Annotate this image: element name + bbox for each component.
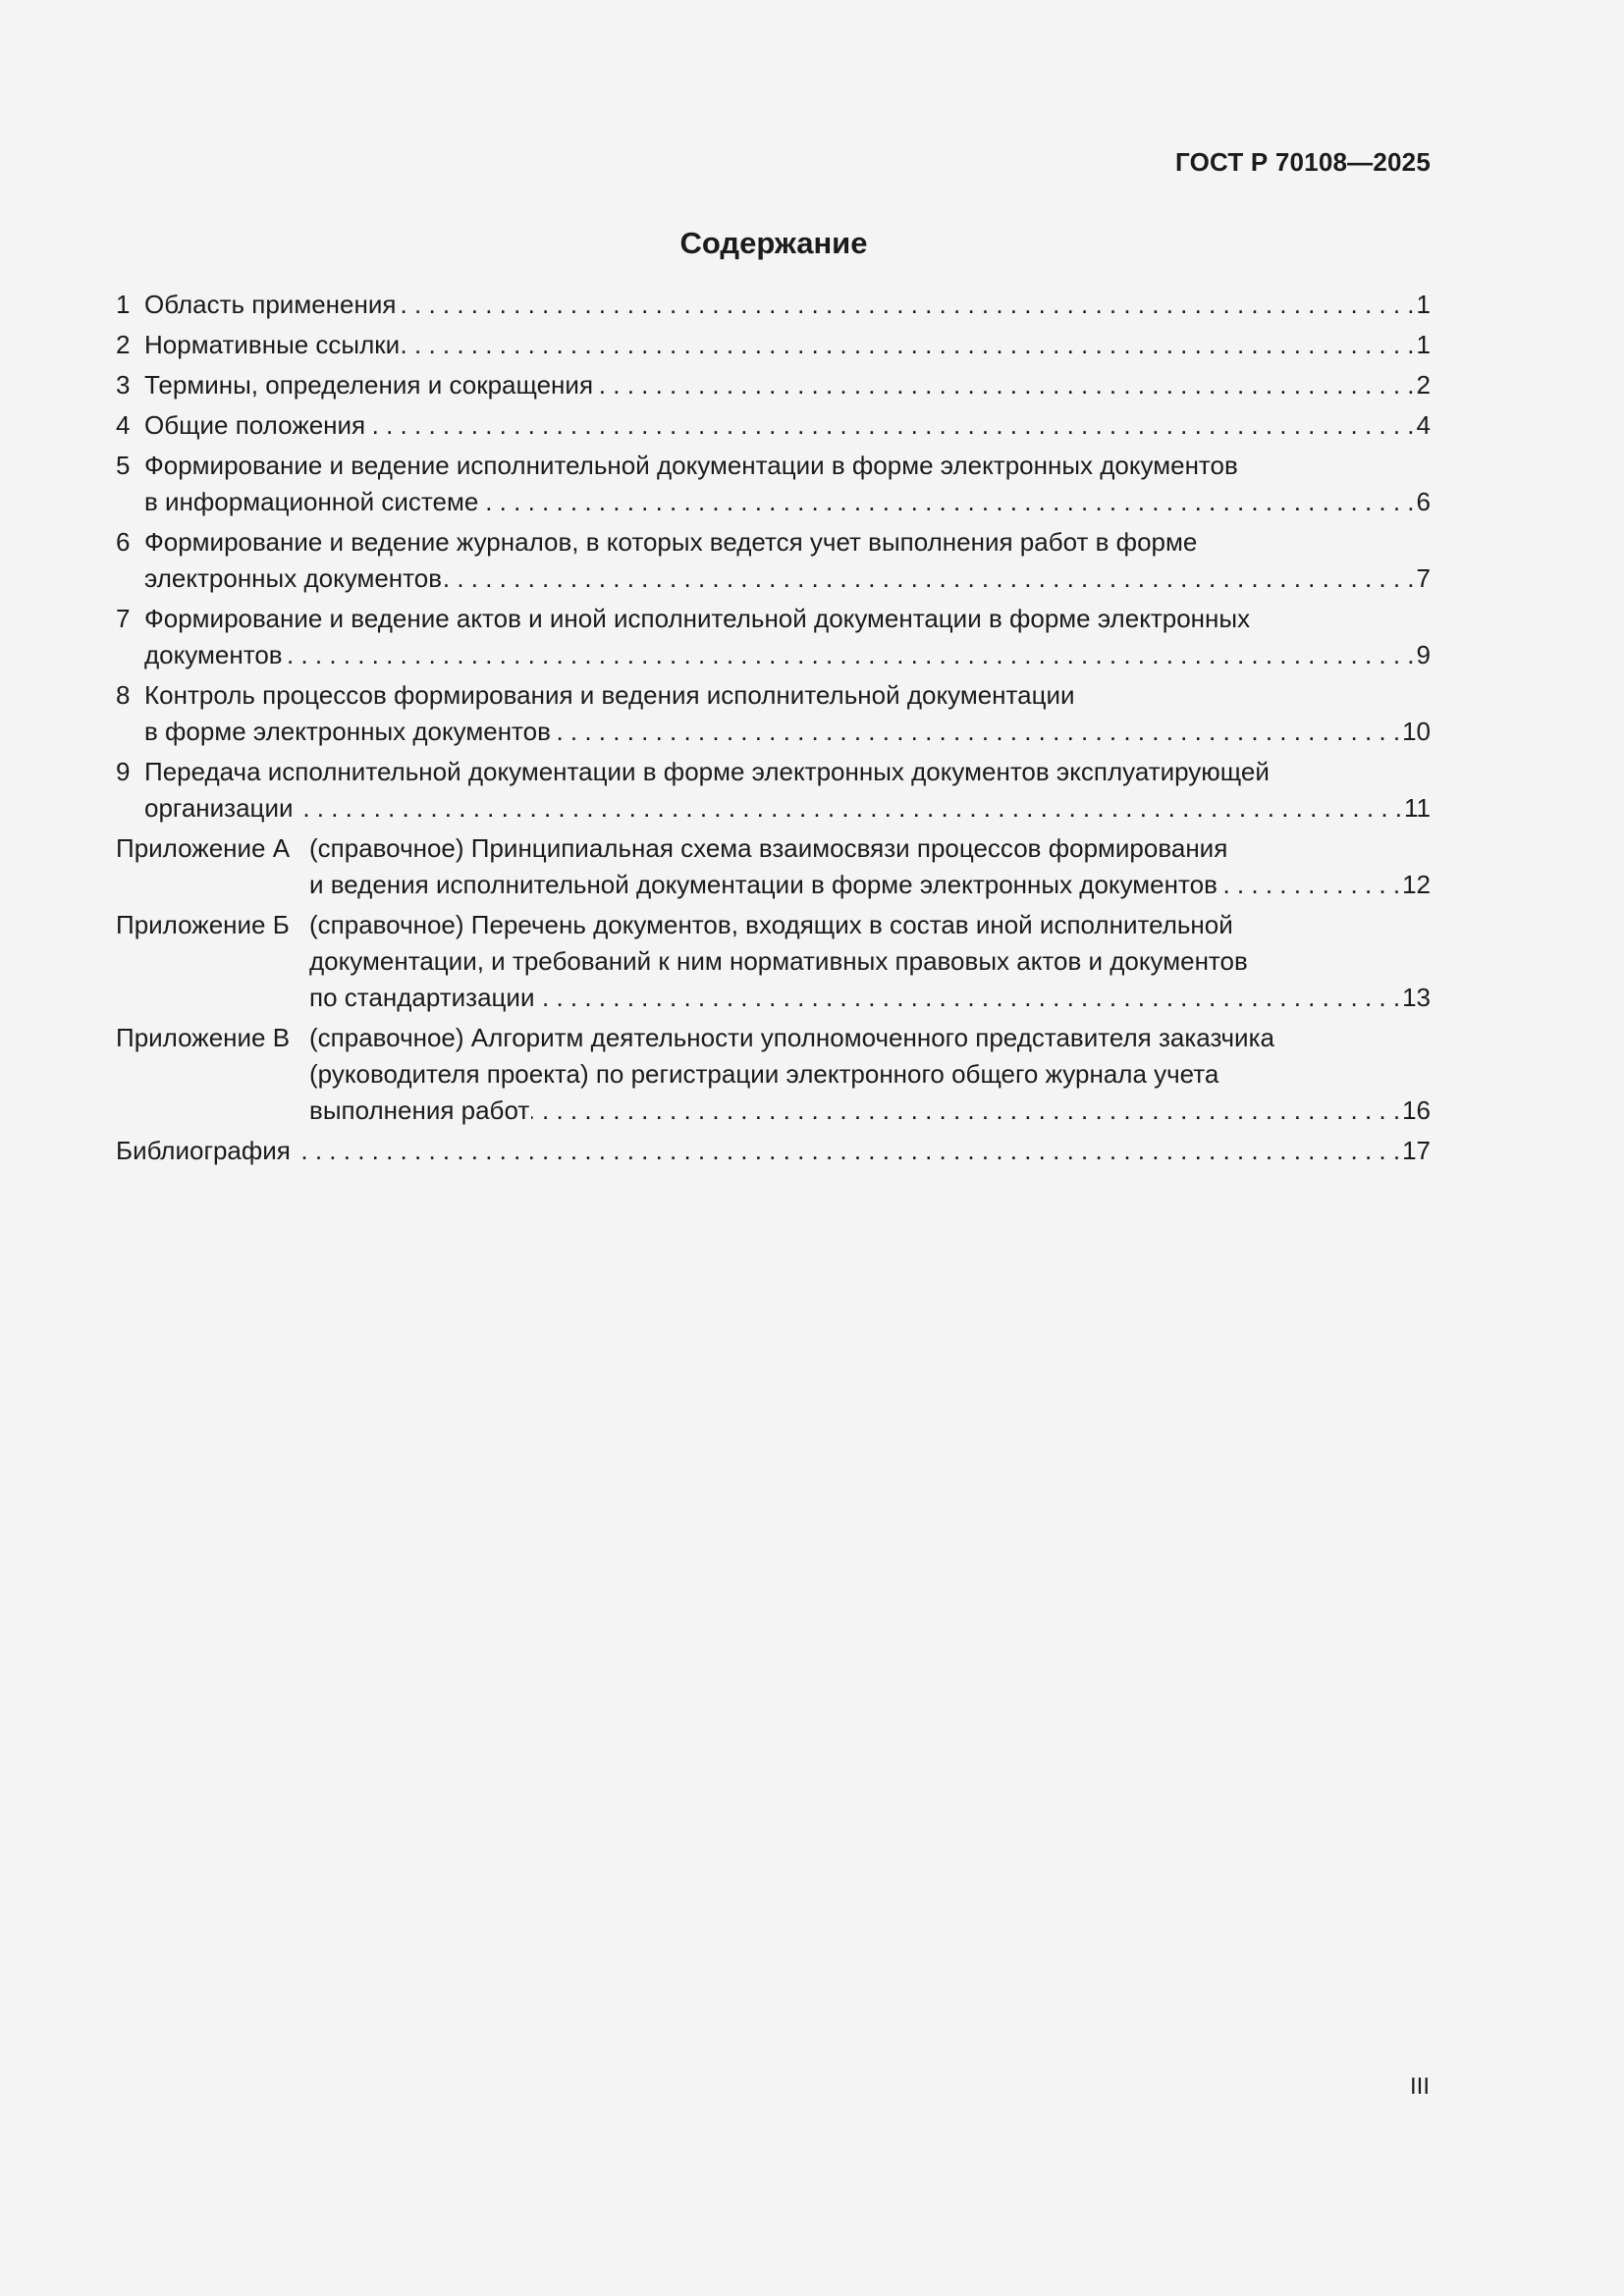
page-ref: 12 xyxy=(1402,870,1431,899)
entry-title-line: (справочное) Принципиальная схема взаимосвязи процессов формирования xyxy=(309,833,1228,863)
page-number: III xyxy=(1409,2073,1430,2100)
dot-leader xyxy=(553,714,1400,750)
dot-leader xyxy=(367,407,1414,444)
toc-entry-section-3[interactable] xyxy=(116,367,1431,403)
section-number: 1 xyxy=(116,290,131,319)
toc-entry-section-5[interactable] xyxy=(116,448,1431,520)
section-number: 9 xyxy=(116,757,131,786)
dot-leader xyxy=(296,790,1403,827)
toc-entry-section-9[interactable] xyxy=(116,754,1431,827)
page-ref: 13 xyxy=(1402,983,1431,1012)
appendix-label: Приложение В xyxy=(116,1023,291,1052)
page-ref: 7 xyxy=(1416,563,1431,593)
toc-entry-appendix-b[interactable] xyxy=(116,907,1431,1016)
page-ref: 1 xyxy=(1416,330,1431,359)
dot-leader xyxy=(536,980,1400,1016)
toc-entry-bibliography[interactable] xyxy=(116,1133,1431,1169)
section-number: 8 xyxy=(116,680,131,710)
toc-entry-section-6[interactable] xyxy=(116,524,1431,597)
entry-title: Область применения xyxy=(144,290,397,319)
entry-title-line: (руководителя проекта) по регистрации электронного общего журнала учета xyxy=(309,1059,1219,1089)
section-number: 4 xyxy=(116,410,131,440)
page-ref: 9 xyxy=(1416,640,1431,669)
page-ref: 4 xyxy=(1416,410,1431,440)
toc-entry-section-1[interactable] xyxy=(116,287,1431,323)
page-ref: 2 xyxy=(1416,370,1431,400)
entry-title-line: Контроль процессов формирования и ведения исполнительной документации xyxy=(144,680,1075,710)
entry-title: Библиография xyxy=(116,1136,291,1165)
page-ref: 1 xyxy=(1416,290,1431,319)
dot-leader xyxy=(595,367,1415,403)
entry-title: Нормативные ссылки xyxy=(144,330,401,359)
entry-title-last-line: выполнения работ xyxy=(309,1095,530,1125)
dot-leader xyxy=(398,287,1414,323)
dot-leader xyxy=(293,1133,1400,1169)
entry-title-last-line: электронных документов xyxy=(144,563,443,593)
standard-designation: ГОСТ Р 70108—2025 xyxy=(1175,147,1431,177)
entry-title-last-line: в информационной системе xyxy=(144,487,479,516)
table-of-contents xyxy=(116,287,1431,1173)
toc-entry-appendix-a[interactable] xyxy=(116,830,1431,903)
dot-leader xyxy=(444,561,1414,597)
dot-leader xyxy=(1219,867,1400,903)
dot-leader xyxy=(285,637,1415,673)
entry-title-last-line: и ведения исполнительной документации в форме электронных документов xyxy=(309,870,1218,899)
entry-title-last-line: организации xyxy=(144,793,294,823)
section-number: 7 xyxy=(116,604,131,633)
toc-entry-section-7[interactable] xyxy=(116,601,1431,673)
entry-title-line: документации, и требований к ним нормативных правовых актов и документов xyxy=(309,946,1248,976)
toc-entry-section-4[interactable] xyxy=(116,407,1431,444)
entry-title-last-line: по стандартизации xyxy=(309,983,535,1012)
section-number: 2 xyxy=(116,330,131,359)
section-number: 3 xyxy=(116,370,131,400)
entry-title-last-line: документов xyxy=(144,640,283,669)
section-number: 6 xyxy=(116,527,131,557)
entry-title-last-line: в форме электронных документов xyxy=(144,717,551,746)
section-number: 5 xyxy=(116,451,131,480)
toc-title: Содержание xyxy=(679,226,868,260)
appendix-label: Приложение Б xyxy=(116,910,290,939)
entry-title-line: (справочное) Алгоритм деятельности уполномоченного представителя заказчика xyxy=(309,1023,1274,1052)
toc-entry-section-2[interactable] xyxy=(116,327,1431,363)
dot-leader xyxy=(531,1093,1400,1129)
entry-title-line: Формирование и ведение исполнительной документации в форме электронных документов xyxy=(144,451,1238,480)
toc-entry-section-8[interactable] xyxy=(116,677,1431,750)
page-ref: 6 xyxy=(1416,487,1431,516)
page-ref: 16 xyxy=(1402,1095,1431,1125)
entry-title-line: Передача исполнительной документации в форме электронных документов эксплуатирующей xyxy=(144,757,1270,786)
page-ref: 10 xyxy=(1402,717,1431,746)
toc-entry-appendix-v[interactable] xyxy=(116,1020,1431,1129)
entry-title: Термины, определения и сокращения xyxy=(144,370,594,400)
dot-leader xyxy=(480,484,1414,520)
page-ref: 11 xyxy=(1404,793,1431,823)
entry-title-line: Формирование и ведение актов и иной исполнительной документации в форме электронных xyxy=(144,604,1251,633)
page-ref: 17 xyxy=(1402,1136,1431,1165)
entry-title: Общие положения xyxy=(144,410,366,440)
entry-title-line: Формирование и ведение журналов, в которых ведется учет выполнения работ в форме xyxy=(144,527,1198,557)
dot-leader xyxy=(402,327,1414,363)
entry-title-line: (справочное) Перечень документов, входящих в состав иной исполнительной xyxy=(309,910,1233,939)
appendix-label: Приложение А xyxy=(116,833,291,863)
